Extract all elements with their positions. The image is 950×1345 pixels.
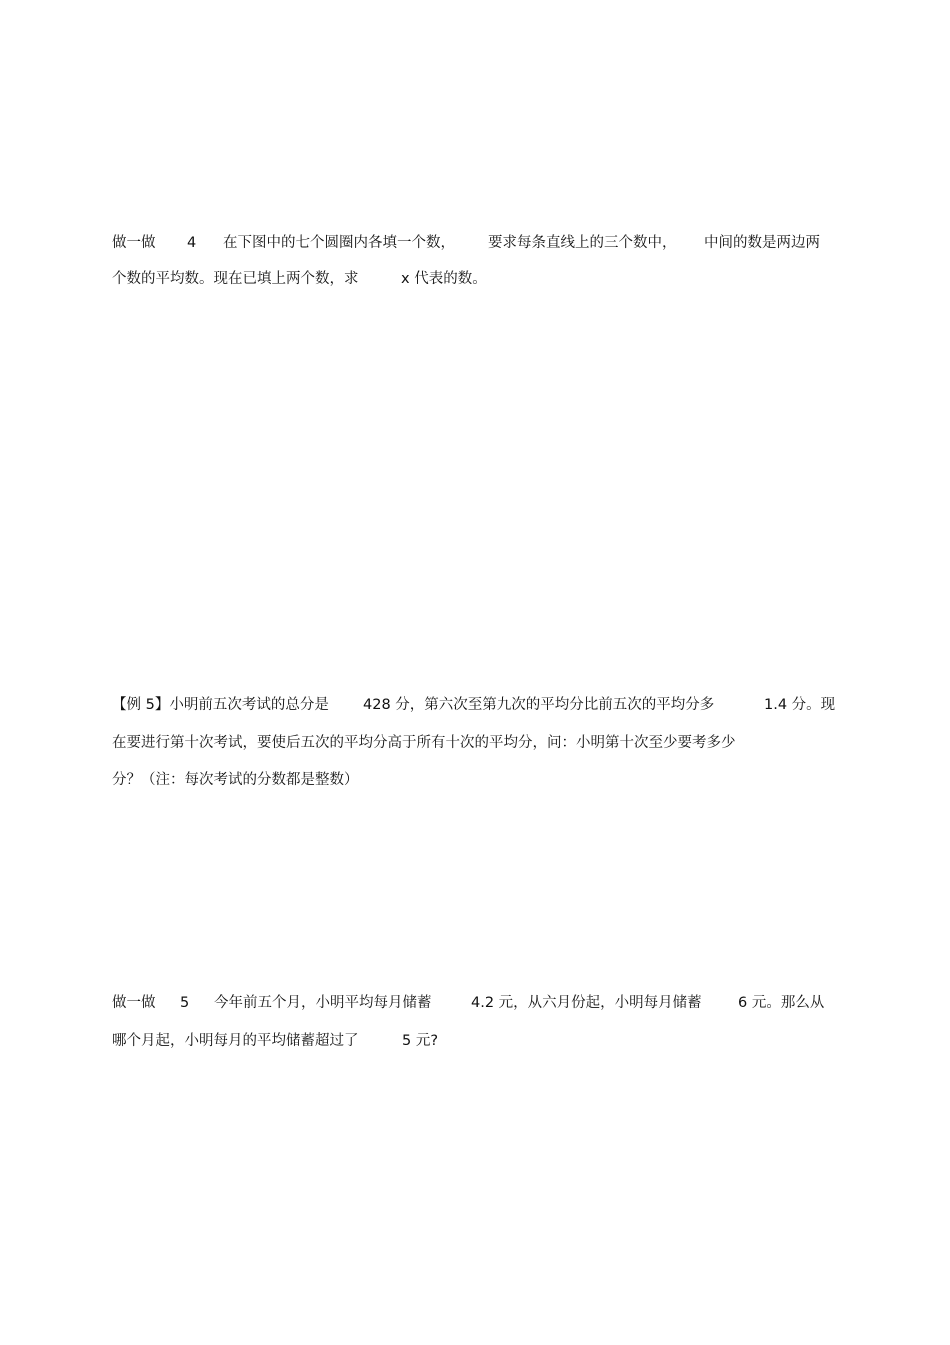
text-segment: x 代表的数。 <box>401 271 487 287</box>
text-segment: 在要进行第十次考试，要使后五次的平均分高于所有十次的平均分，问：小明第十次至少要考多少 <box>112 735 736 751</box>
text-segment: 今年前五个月，小明平均每月储蓄 <box>214 995 432 1011</box>
text-segment: 要求每条直线上的三个数中， <box>488 235 677 251</box>
exercise-number: 4 <box>187 235 197 251</box>
text-segment: 中间的数是两边两 <box>704 235 820 251</box>
text-segment: 1.4 分。现 <box>764 697 836 713</box>
text-segment: 分？（注：每次考试的分数都是整数） <box>112 772 359 788</box>
text-segment: 5 元? <box>402 1033 439 1049</box>
example-label: 【例 5】小明前五次考试的总分是 <box>112 697 329 713</box>
text-segment: 哪个月起，小明每月的平均储蓄超过了 <box>112 1033 359 1049</box>
exercise-label: 做一做 <box>112 235 156 251</box>
text-segment: 在下图中的七个圆圈内各填一个数， <box>223 235 455 251</box>
exercise-number: 5 <box>180 995 190 1011</box>
exercise-label: 做一做 <box>112 995 156 1011</box>
text-segment: 个数的平均数。现在已填上两个数，求 <box>112 271 359 287</box>
text-segment: 428 分，第六次至第九次的平均分比前五次的平均分多 <box>363 697 715 713</box>
text-segment: 6 元。那么从 <box>738 995 825 1011</box>
text-segment: 4.2 元，从六月份起，小明每月储蓄 <box>471 995 702 1011</box>
